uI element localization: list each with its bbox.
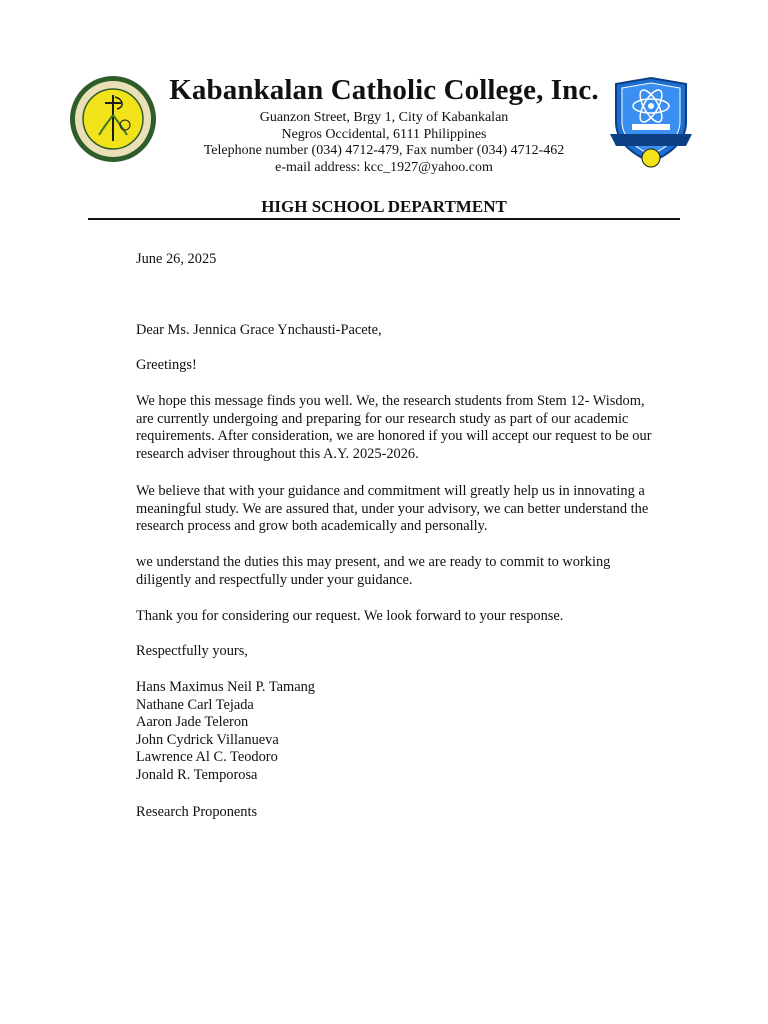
signatory-name: Lawrence Al C. Teodoro: [136, 749, 278, 766]
department-title: HIGH SCHOOL DEPARTMENT: [261, 197, 507, 216]
paragraph-line: We hope this message finds you well. We, the research students from Stem 12- Wisdom,: [136, 393, 645, 409]
paragraph-line: meaningful study. We are assured that, under your advisory, we can better understand the: [136, 500, 649, 517]
signatory-name: John Cydrick Villanueva: [136, 731, 279, 748]
signatory-role: Research Proponents: [136, 804, 258, 820]
letter-date: June 26, 2025: [136, 251, 217, 267]
greeting: Greetings!: [136, 357, 197, 373]
senior-high-seal-logo: [608, 76, 694, 172]
college-name: Kabankalan Catholic College, Inc.: [169, 74, 599, 106]
signatory-name: Aaron Jade Teleron: [136, 714, 249, 731]
header-divider: [88, 218, 680, 220]
paragraph-request: [136, 393, 696, 463]
paragraph-line: research process and grow both academically and personally.: [136, 518, 488, 535]
closing: Respectfully yours,: [136, 643, 248, 659]
signatory-name: Hans Maximus Neil P. Tamang: [136, 679, 315, 695]
signatory-name: Nathane Carl Tejada: [136, 696, 254, 713]
paragraph-commitment: [136, 554, 696, 589]
paragraph-line: requirements. After consideration, we are honored if you will accept our request to be our: [136, 428, 652, 445]
paragraph-line: diligently and respectfully under your guidance.: [136, 571, 413, 588]
paragraph-line: are currently undergoing and preparing for our research study as part of our academic: [136, 410, 629, 427]
paragraph-belief: [136, 483, 696, 536]
address-street: Guanzon Street, Brgy 1, City of Kabankalan: [259, 110, 509, 125]
salutation: Dear Ms. Jennica Grace Ynchausti-Pacete,: [136, 322, 382, 338]
phone-fax: Telephone number (034) 4712-479, Fax number (034) 4712-462: [203, 143, 565, 158]
paragraph-line: research adviser throughout this A.Y. 2025-2026.: [136, 445, 419, 462]
email-address: e-mail address: kcc_1927@yahoo.com: [275, 160, 493, 175]
paragraph-thanks: Thank you for considering our request. We look forward to your response.: [136, 608, 564, 624]
signatory-name: Jonald R. Temporosa: [136, 766, 258, 783]
address-province: Negros Occidental, 6111 Philippines: [281, 127, 487, 142]
signatory-list: [136, 679, 696, 785]
paragraph-line: We believe that with your guidance and commitment will greatly help us in innovating a: [136, 483, 645, 499]
college-seal-logo: [69, 75, 157, 163]
paragraph-line: we understand the duties this may present, and we are ready to commit to working: [136, 554, 611, 570]
